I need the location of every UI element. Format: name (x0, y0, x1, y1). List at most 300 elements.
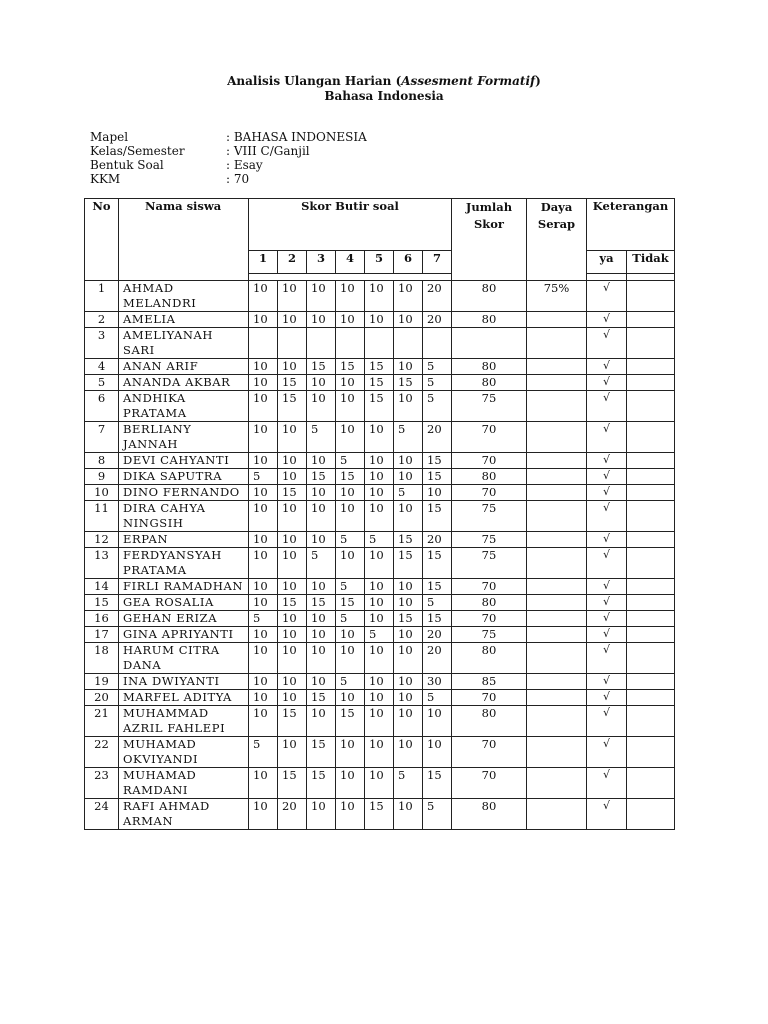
row-ya: √ (587, 532, 627, 548)
row-score-1: 10 (249, 391, 278, 422)
row-score-1: 5 (249, 469, 278, 485)
row-ya: √ (587, 501, 627, 532)
row-score-2: 10 (278, 501, 307, 532)
row-score-7: 5 (423, 595, 452, 611)
row-total: 80 (452, 469, 527, 485)
row-tidak (627, 548, 675, 579)
row-score-2: 10 (278, 469, 307, 485)
row-ya: √ (587, 422, 627, 453)
row-score-2: 10 (278, 532, 307, 548)
row-tidak (627, 674, 675, 690)
row-daya-serap (527, 643, 587, 674)
row-score-7: 10 (423, 706, 452, 737)
row-no: 13 (85, 548, 119, 579)
row-score-5: 15 (365, 359, 394, 375)
row-score-4: 5 (336, 611, 365, 627)
row-score-3: 15 (307, 469, 336, 485)
header-item-2: 2 (278, 251, 307, 274)
row-tidak (627, 485, 675, 501)
row-total: 75 (452, 532, 527, 548)
row-score-3: 15 (307, 768, 336, 799)
row-score-5: 10 (365, 485, 394, 501)
row-score-5: 10 (365, 706, 394, 737)
row-score-3: 10 (307, 706, 336, 737)
row-name: MARFEL ADITYA (119, 690, 249, 706)
row-score-1 (249, 328, 278, 359)
row-name: GINA APRIYANTI (119, 627, 249, 643)
table-body (85, 281, 675, 830)
row-score-7: 20 (423, 422, 452, 453)
row-score-1: 10 (249, 690, 278, 706)
row-score-4: 15 (336, 706, 365, 737)
row-tidak (627, 690, 675, 706)
header-item-5: 5 (365, 251, 394, 274)
row-total: 70 (452, 690, 527, 706)
row-score-5: 10 (365, 469, 394, 485)
row-name: ERPAN (119, 532, 249, 548)
row-daya-serap (527, 485, 587, 501)
table-row (85, 422, 675, 453)
row-no: 2 (85, 312, 119, 328)
row-score-1: 10 (249, 501, 278, 532)
row-name: DEVI CAHYANTI (119, 453, 249, 469)
row-score-6: 5 (394, 422, 423, 453)
row-tidak (627, 501, 675, 532)
row-score-4: 10 (336, 312, 365, 328)
table-row (85, 485, 675, 501)
row-name: DIRA CAHYA NINGSIH (119, 501, 249, 532)
row-ya: √ (587, 737, 627, 768)
row-name: AHMAD MELANDRI (119, 281, 249, 312)
meta-value: : BAHASA INDONESIA (226, 130, 367, 144)
meta-label: Mapel (90, 130, 129, 144)
row-score-7: 15 (423, 501, 452, 532)
row-score-6: 10 (394, 312, 423, 328)
row-ya: √ (587, 579, 627, 595)
row-no: 6 (85, 391, 119, 422)
row-total: 75 (452, 501, 527, 532)
row-daya-serap (527, 548, 587, 579)
row-score-2: 10 (278, 281, 307, 312)
row-tidak (627, 312, 675, 328)
table-row (85, 799, 675, 830)
row-name: FERDYANSYAH PRATAMA (119, 548, 249, 579)
table-row (85, 737, 675, 768)
row-score-2: 10 (278, 579, 307, 595)
row-ya: √ (587, 595, 627, 611)
row-tidak (627, 627, 675, 643)
title-prefix: Analisis Ulangan Harian ( (227, 74, 402, 88)
table-row (85, 548, 675, 579)
title-line-2: Bahasa Indonesia (324, 89, 444, 103)
table-row (85, 359, 675, 375)
row-name: MUHAMAD OKVIYANDI (119, 737, 249, 768)
title-suffix: ) (535, 74, 541, 88)
header-jumlah: Jumlah Skor (452, 199, 527, 281)
row-daya-serap (527, 501, 587, 532)
row-daya-serap: 75% (527, 281, 587, 312)
row-name: MUHAMMAD AZRIL FAHLEPI (119, 706, 249, 737)
row-score-6: 15 (394, 611, 423, 627)
row-ya: √ (587, 469, 627, 485)
table-row (85, 532, 675, 548)
row-score-1: 10 (249, 674, 278, 690)
row-score-3: 10 (307, 501, 336, 532)
row-score-3: 5 (307, 422, 336, 453)
row-daya-serap (527, 469, 587, 485)
row-total: 80 (452, 359, 527, 375)
row-score-7: 10 (423, 485, 452, 501)
row-no: 20 (85, 690, 119, 706)
row-score-6: 10 (394, 690, 423, 706)
row-no: 9 (85, 469, 119, 485)
row-no: 4 (85, 359, 119, 375)
table-row (85, 611, 675, 627)
row-daya-serap (527, 768, 587, 799)
row-score-2: 10 (278, 422, 307, 453)
score-table (84, 198, 675, 830)
table-row (85, 579, 675, 595)
row-score-4: 15 (336, 359, 365, 375)
row-score-3: 10 (307, 799, 336, 830)
row-total: 80 (452, 595, 527, 611)
row-tidak (627, 375, 675, 391)
row-score-7: 20 (423, 643, 452, 674)
row-score-7: 5 (423, 391, 452, 422)
row-score-4: 10 (336, 391, 365, 422)
row-tidak (627, 453, 675, 469)
row-score-4: 10 (336, 799, 365, 830)
row-score-3: 15 (307, 737, 336, 768)
row-score-5: 15 (365, 375, 394, 391)
row-score-6: 15 (394, 548, 423, 579)
table-row (85, 312, 675, 328)
row-no: 5 (85, 375, 119, 391)
row-score-4: 10 (336, 485, 365, 501)
row-score-6: 5 (394, 768, 423, 799)
row-score-1: 10 (249, 595, 278, 611)
row-daya-serap (527, 359, 587, 375)
row-score-3: 10 (307, 391, 336, 422)
row-score-5: 10 (365, 611, 394, 627)
row-score-1: 10 (249, 643, 278, 674)
title-line-1 (0, 74, 768, 89)
row-score-5: 10 (365, 281, 394, 312)
row-ya: √ (587, 799, 627, 830)
row-score-7: 5 (423, 799, 452, 830)
row-tidak (627, 422, 675, 453)
row-total: 80 (452, 312, 527, 328)
row-score-3: 10 (307, 627, 336, 643)
row-score-5: 10 (365, 501, 394, 532)
row-score-4: 10 (336, 643, 365, 674)
row-tidak (627, 643, 675, 674)
row-daya-serap (527, 532, 587, 548)
row-score-6: 10 (394, 643, 423, 674)
header-tidak: Tidak (627, 251, 675, 274)
row-ya: √ (587, 453, 627, 469)
row-score-5: 10 (365, 674, 394, 690)
table-row (85, 391, 675, 422)
row-tidak (627, 706, 675, 737)
header-nama: Nama siswa (119, 199, 249, 281)
row-daya-serap (527, 690, 587, 706)
row-score-7: 15 (423, 768, 452, 799)
row-no: 10 (85, 485, 119, 501)
row-score-5: 10 (365, 643, 394, 674)
header-item-1: 1 (249, 251, 278, 274)
table-row (85, 469, 675, 485)
row-score-5: 15 (365, 391, 394, 422)
row-score-2: 20 (278, 799, 307, 830)
row-name: BERLIANY JANNAH (119, 422, 249, 453)
row-score-7: 15 (423, 579, 452, 595)
table-row (85, 643, 675, 674)
table-row (85, 375, 675, 391)
table-row (85, 768, 675, 799)
row-score-3: 15 (307, 690, 336, 706)
row-daya-serap (527, 328, 587, 359)
row-score-7: 20 (423, 627, 452, 643)
row-daya-serap (527, 627, 587, 643)
row-score-4: 10 (336, 422, 365, 453)
row-score-7: 15 (423, 453, 452, 469)
row-score-5: 5 (365, 532, 394, 548)
row-tidak (627, 579, 675, 595)
row-tidak (627, 799, 675, 830)
header-item-3: 3 (307, 251, 336, 274)
row-name: GEA ROSALIA (119, 595, 249, 611)
row-tidak (627, 359, 675, 375)
row-ya: √ (587, 485, 627, 501)
row-score-1: 5 (249, 737, 278, 768)
meta-label: Bentuk Soal (90, 158, 164, 172)
row-score-1: 10 (249, 422, 278, 453)
header-skor: Skor Butir soal (249, 199, 452, 251)
row-score-7: 15 (423, 469, 452, 485)
row-score-5: 10 (365, 737, 394, 768)
meta-value: : Esay (226, 158, 263, 172)
row-tidak (627, 611, 675, 627)
row-score-4: 5 (336, 579, 365, 595)
row-score-2 (278, 328, 307, 359)
row-total: 80 (452, 375, 527, 391)
row-tidak (627, 281, 675, 312)
row-score-6: 15 (394, 375, 423, 391)
table-row (85, 690, 675, 706)
row-score-4: 5 (336, 674, 365, 690)
row-score-6: 10 (394, 469, 423, 485)
header-item-6: 6 (394, 251, 423, 274)
row-score-6: 10 (394, 595, 423, 611)
document-title (0, 74, 768, 104)
row-name: MUHAMAD RAMDANI (119, 768, 249, 799)
row-total: 70 (452, 453, 527, 469)
row-score-3: 15 (307, 595, 336, 611)
row-score-5: 10 (365, 453, 394, 469)
header-item-4: 4 (336, 251, 365, 274)
row-ya: √ (587, 706, 627, 737)
row-total: 75 (452, 627, 527, 643)
header-gap-ya (587, 274, 627, 281)
meta-value: : 70 (226, 172, 250, 186)
title-italic: Assesment Formatif (401, 74, 536, 88)
row-score-7: 10 (423, 737, 452, 768)
row-score-4: 10 (336, 690, 365, 706)
row-total: 70 (452, 768, 527, 799)
row-score-2: 10 (278, 674, 307, 690)
document-meta (90, 130, 367, 186)
row-score-6: 10 (394, 799, 423, 830)
row-score-5: 10 (365, 422, 394, 453)
table-row (85, 627, 675, 643)
row-score-1: 10 (249, 768, 278, 799)
row-daya-serap (527, 579, 587, 595)
row-score-5: 10 (365, 312, 394, 328)
row-ya: √ (587, 674, 627, 690)
row-no: 12 (85, 532, 119, 548)
row-no: 18 (85, 643, 119, 674)
table-row (85, 706, 675, 737)
row-score-4: 10 (336, 281, 365, 312)
row-score-6: 10 (394, 627, 423, 643)
row-score-3 (307, 328, 336, 359)
row-score-1: 10 (249, 799, 278, 830)
row-name: ANAN ARIF (119, 359, 249, 375)
row-score-1: 10 (249, 532, 278, 548)
row-score-7: 20 (423, 281, 452, 312)
row-name: AMELIYANAH SARI (119, 328, 249, 359)
row-score-2: 10 (278, 359, 307, 375)
row-score-6 (394, 328, 423, 359)
row-score-3: 10 (307, 532, 336, 548)
row-score-3: 10 (307, 312, 336, 328)
header-no: No (85, 199, 119, 281)
row-score-6: 10 (394, 706, 423, 737)
row-name: HARUM CITRA DANA (119, 643, 249, 674)
row-score-6: 10 (394, 579, 423, 595)
row-name: AMELIA (119, 312, 249, 328)
row-tidak (627, 595, 675, 611)
row-tidak (627, 469, 675, 485)
row-score-7: 15 (423, 611, 452, 627)
row-no: 22 (85, 737, 119, 768)
table-row (85, 501, 675, 532)
meta-row (90, 130, 367, 144)
row-name: ANANDA AKBAR (119, 375, 249, 391)
row-score-2: 15 (278, 391, 307, 422)
row-daya-serap (527, 453, 587, 469)
row-name: INA DWIYANTI (119, 674, 249, 690)
row-score-2: 10 (278, 453, 307, 469)
row-score-5: 10 (365, 548, 394, 579)
row-score-5: 10 (365, 579, 394, 595)
row-score-4: 5 (336, 532, 365, 548)
table-row (85, 281, 675, 312)
row-daya-serap (527, 611, 587, 627)
row-name: RAFI AHMAD ARMAN (119, 799, 249, 830)
header-keterangan: Keterangan (587, 199, 675, 251)
row-score-5: 10 (365, 690, 394, 706)
row-score-3: 10 (307, 453, 336, 469)
row-score-6: 10 (394, 391, 423, 422)
row-no: 16 (85, 611, 119, 627)
row-no: 23 (85, 768, 119, 799)
row-no: 1 (85, 281, 119, 312)
row-ya: √ (587, 690, 627, 706)
row-score-2: 15 (278, 768, 307, 799)
row-score-1: 10 (249, 579, 278, 595)
row-score-4: 10 (336, 501, 365, 532)
meta-label: KKM (90, 172, 121, 186)
row-score-6: 15 (394, 532, 423, 548)
row-no: 8 (85, 453, 119, 469)
row-score-2: 10 (278, 611, 307, 627)
row-daya-serap (527, 595, 587, 611)
row-total: 80 (452, 281, 527, 312)
header-ya: ya (587, 251, 627, 274)
row-score-6: 10 (394, 501, 423, 532)
row-score-5: 5 (365, 627, 394, 643)
table-row (85, 453, 675, 469)
row-ya: √ (587, 312, 627, 328)
meta-row (90, 144, 367, 158)
row-ya: √ (587, 391, 627, 422)
row-score-2: 15 (278, 595, 307, 611)
row-score-2: 15 (278, 485, 307, 501)
row-score-3: 10 (307, 611, 336, 627)
row-daya-serap (527, 422, 587, 453)
header-gap-tidak (627, 274, 675, 281)
row-score-2: 10 (278, 312, 307, 328)
row-score-1: 10 (249, 375, 278, 391)
row-total: 70 (452, 611, 527, 627)
header-item-7: 7 (423, 251, 452, 274)
row-score-2: 15 (278, 706, 307, 737)
row-daya-serap (527, 375, 587, 391)
row-name: FIRLI RAMADHAN (119, 579, 249, 595)
row-score-4: 10 (336, 768, 365, 799)
row-name: GEHAN ERIZA (119, 611, 249, 627)
row-tidak (627, 532, 675, 548)
row-daya-serap (527, 312, 587, 328)
row-total: 80 (452, 643, 527, 674)
row-score-1: 10 (249, 485, 278, 501)
row-ya: √ (587, 375, 627, 391)
row-score-3: 10 (307, 485, 336, 501)
header-daya: Daya Serap (527, 199, 587, 281)
row-score-2: 10 (278, 548, 307, 579)
row-score-6: 10 (394, 453, 423, 469)
row-total: 70 (452, 579, 527, 595)
row-daya-serap (527, 737, 587, 768)
row-ya: √ (587, 359, 627, 375)
row-score-2: 10 (278, 627, 307, 643)
row-score-1: 10 (249, 627, 278, 643)
row-total: 85 (452, 674, 527, 690)
row-daya-serap (527, 391, 587, 422)
row-total: 75 (452, 548, 527, 579)
row-score-7: 5 (423, 375, 452, 391)
meta-row (90, 158, 367, 172)
row-total: 70 (452, 485, 527, 501)
row-no: 19 (85, 674, 119, 690)
row-score-6: 10 (394, 674, 423, 690)
row-no: 24 (85, 799, 119, 830)
row-score-7: 5 (423, 359, 452, 375)
row-ya: √ (587, 627, 627, 643)
row-score-2: 15 (278, 375, 307, 391)
